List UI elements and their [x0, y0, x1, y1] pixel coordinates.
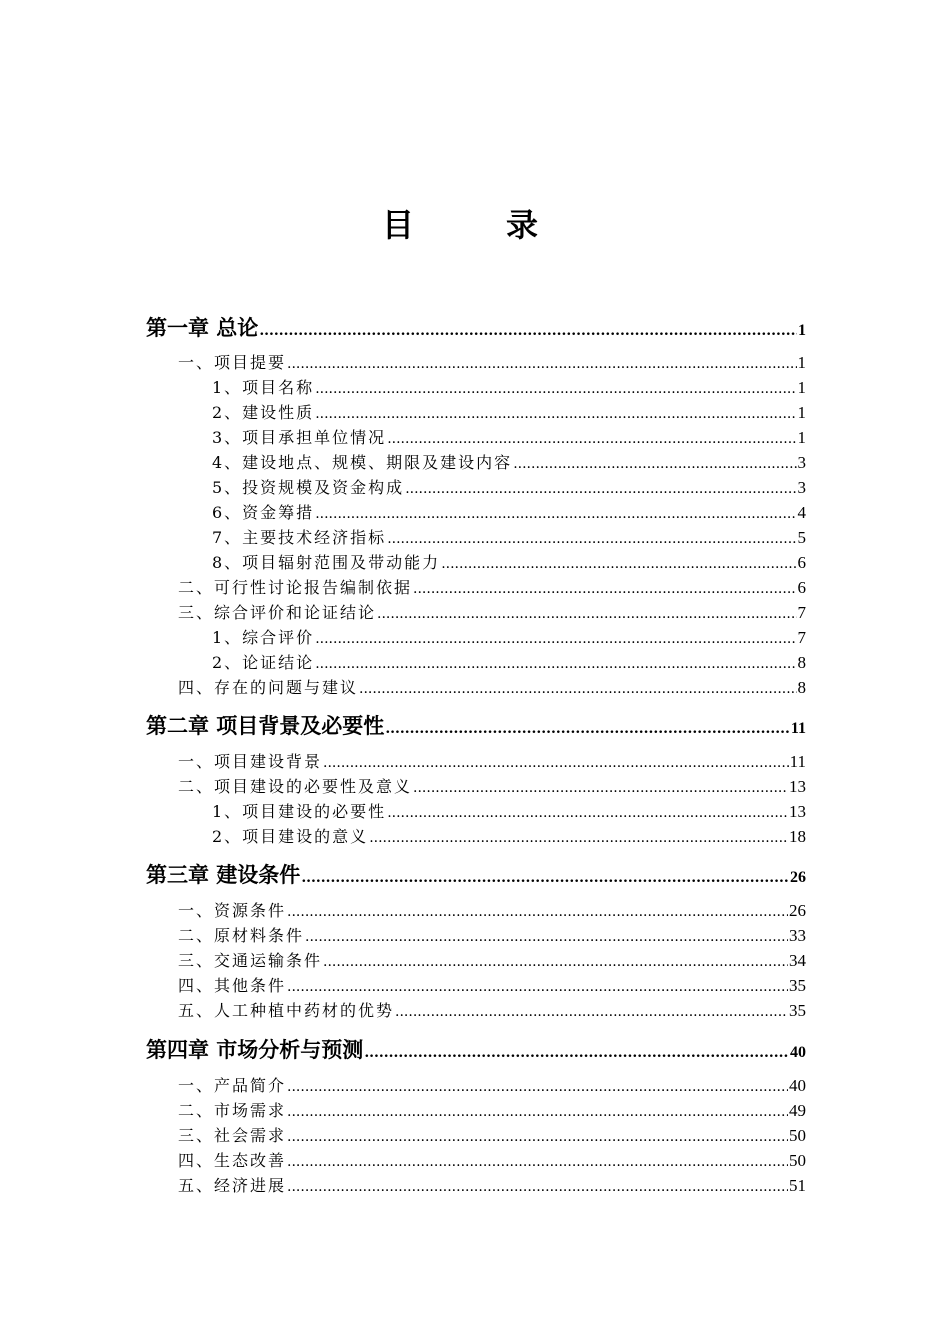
toc-section-entry[interactable] — [146, 923, 806, 946]
toc-entry-label: 二、原材料条件 — [178, 926, 305, 945]
toc-leader-dots — [315, 381, 796, 397]
toc-entry-label: 5、投资规模及资金构成 — [212, 478, 405, 497]
toc-section-entry[interactable] — [146, 749, 806, 772]
toc-leader-dots — [287, 1129, 788, 1145]
toc-leader-dots — [513, 456, 796, 472]
toc-leader-dots — [287, 356, 796, 372]
toc-entry-label: 二、可行性讨论报告编制依据 — [178, 578, 413, 597]
toc-entry-page-number: 3 — [797, 478, 806, 497]
toc-entry-page-number: 6 — [797, 578, 806, 597]
toc-entry-label: 1、综合评价 — [212, 628, 315, 647]
toc-chapter-entry[interactable] — [146, 1034, 806, 1064]
toc-leader-dots — [287, 1179, 788, 1195]
toc-entry-label: 一、资源条件 — [178, 901, 287, 920]
toc-entry-page-number: 1 — [797, 378, 806, 397]
toc-entry-label: 1、项目建设的必要性 — [212, 802, 387, 821]
toc-leader-dots — [364, 1045, 789, 1061]
toc-leader-dots — [287, 1079, 788, 1095]
toc-entry-page-number: 6 — [797, 553, 806, 572]
toc-entry-page-number: 8 — [797, 653, 806, 672]
toc-subsection-entry[interactable] — [146, 475, 806, 498]
toc-entry-label: 7、主要技术经济指标 — [212, 528, 387, 547]
toc-section-entry[interactable] — [146, 1073, 806, 1096]
toc-entry-label: 一、项目建设背景 — [178, 752, 323, 771]
toc-entry-label: 1、项目名称 — [212, 378, 315, 397]
toc-subsection-entry[interactable] — [146, 500, 806, 523]
toc-section-entry[interactable] — [146, 1123, 806, 1146]
toc-section-entry[interactable] — [146, 350, 806, 373]
toc-entry-label: 2、建设性质 — [212, 403, 315, 422]
toc-entry-label: 4、建设地点、规模、期限及建设内容 — [212, 453, 513, 472]
toc-leader-dots — [441, 556, 796, 572]
toc-section-entry[interactable] — [146, 973, 806, 996]
toc-leader-dots — [369, 830, 788, 846]
toc-entry-label: 一、产品简介 — [178, 1076, 287, 1095]
toc-entry-label: 8、项目辐射范围及带动能力 — [212, 553, 441, 572]
toc-entry-page-number: 3 — [797, 453, 806, 472]
toc-entry-label: 2、项目建设的意义 — [212, 827, 369, 846]
toc-entry-label: 第一章 总论 — [146, 315, 259, 340]
toc-entry-page-number: 51 — [789, 1176, 806, 1195]
toc-leader-dots — [395, 1004, 788, 1020]
toc-section-entry[interactable] — [146, 1148, 806, 1171]
toc-entry-page-number: 8 — [797, 678, 806, 697]
toc-entry-page-number: 33 — [789, 926, 806, 945]
toc-subsection-entry[interactable] — [146, 650, 806, 673]
toc-entry-page-number: 40 — [790, 1044, 806, 1061]
toc-subsection-entry[interactable] — [146, 375, 806, 398]
toc-leader-dots — [315, 656, 796, 672]
toc-entry-page-number: 26 — [789, 901, 806, 920]
toc-leader-dots — [287, 1104, 788, 1120]
page-title: 目 录 — [381, 206, 568, 244]
toc-leader-dots — [323, 755, 789, 771]
toc-entry-label: 四、其他条件 — [178, 976, 287, 995]
toc-subsection-entry[interactable] — [146, 799, 806, 822]
toc-leader-dots — [315, 406, 796, 422]
toc-section-entry[interactable] — [146, 600, 806, 623]
toc-leader-dots — [301, 870, 789, 886]
toc-leader-dots — [315, 506, 796, 522]
toc-entry-label: 三、交通运输条件 — [178, 951, 323, 970]
toc-leader-dots — [315, 631, 796, 647]
toc-leader-dots — [413, 780, 788, 796]
toc-leader-dots — [287, 1154, 788, 1170]
toc-leader-dots — [323, 954, 788, 970]
toc-subsection-entry[interactable] — [146, 550, 806, 573]
toc-entry-label: 6、资金筹措 — [212, 503, 315, 522]
toc-leader-dots — [287, 904, 788, 920]
toc-leader-dots — [305, 929, 788, 945]
toc-entry-page-number: 49 — [789, 1101, 806, 1120]
toc-entry-page-number: 13 — [789, 802, 806, 821]
toc-chapter-entry[interactable] — [146, 312, 806, 342]
toc-entry-label: 二、市场需求 — [178, 1101, 287, 1120]
toc-chapter-entry[interactable] — [146, 859, 806, 889]
toc-entry-label: 第三章 建设条件 — [146, 862, 301, 887]
toc-section-entry[interactable] — [146, 1173, 806, 1196]
toc-leader-dots — [413, 581, 796, 597]
toc-entry-label: 四、生态改善 — [178, 1151, 287, 1170]
toc-subsection-entry[interactable] — [146, 824, 806, 847]
toc-leader-dots — [405, 481, 796, 497]
toc-entry-page-number: 50 — [789, 1151, 806, 1170]
toc-entry-label: 第二章 项目背景及必要性 — [146, 713, 385, 738]
toc-leader-dots — [287, 979, 788, 995]
toc-entry-label: 3、项目承担单位情况 — [212, 428, 387, 447]
toc-entry-label: 2、论证结论 — [212, 653, 315, 672]
toc-entry-label: 二、项目建设的必要性及意义 — [178, 777, 413, 796]
toc-entry-page-number: 35 — [789, 976, 806, 995]
toc-entry-page-number: 11 — [789, 752, 806, 771]
toc-entry-page-number: 5 — [797, 528, 806, 547]
toc-entry-label: 第四章 市场分析与预测 — [146, 1037, 364, 1062]
toc-leader-dots — [385, 721, 790, 737]
toc-section-entry[interactable] — [146, 948, 806, 971]
toc-leader-dots — [359, 681, 796, 697]
toc-entry-page-number: 18 — [789, 827, 806, 846]
toc-subsection-entry[interactable] — [146, 625, 806, 648]
toc-subsection-entry[interactable] — [146, 425, 806, 448]
toc-entry-page-number: 26 — [790, 869, 806, 886]
toc-section-entry[interactable] — [146, 774, 806, 797]
toc-entry-label: 四、存在的问题与建议 — [178, 678, 359, 697]
toc-entry-label: 五、经济进展 — [178, 1176, 287, 1195]
toc-leader-dots — [387, 805, 788, 821]
toc-leader-dots — [387, 531, 796, 547]
toc-leader-dots — [259, 323, 797, 339]
toc-entry-page-number: 1 — [797, 428, 806, 447]
toc-entry-page-number: 7 — [797, 628, 806, 647]
toc-entry-page-number: 34 — [789, 951, 806, 970]
toc-entry-label: 三、社会需求 — [178, 1126, 287, 1145]
toc-entry-page-number: 11 — [790, 720, 806, 737]
toc-entry-page-number: 1 — [797, 403, 806, 422]
toc-entry-label: 五、人工种植中药材的优势 — [178, 1001, 395, 1020]
toc-chapter-entry[interactable] — [146, 710, 806, 740]
toc-entry-label: 三、综合评价和论证结论 — [178, 603, 377, 622]
toc-entry-page-number: 40 — [789, 1076, 806, 1095]
toc-entry-page-number: 1 — [798, 322, 806, 339]
toc-entry-label: 一、项目提要 — [178, 353, 287, 372]
toc-section-entry[interactable] — [146, 998, 806, 1021]
toc-section-entry[interactable] — [146, 575, 806, 598]
toc-section-entry[interactable] — [146, 1098, 806, 1121]
toc-subsection-entry[interactable] — [146, 400, 806, 423]
toc-entry-page-number: 35 — [789, 1001, 806, 1020]
toc-section-entry[interactable] — [146, 675, 806, 698]
toc-section-entry[interactable] — [146, 898, 806, 921]
toc-subsection-entry[interactable] — [146, 525, 806, 548]
toc-entry-page-number: 7 — [797, 603, 806, 622]
toc-entry-page-number: 13 — [789, 777, 806, 796]
toc-subsection-entry[interactable] — [146, 450, 806, 473]
toc-entry-page-number: 50 — [789, 1126, 806, 1145]
toc-entry-page-number: 4 — [797, 503, 806, 522]
toc-entry-page-number: 1 — [797, 353, 806, 372]
toc-leader-dots — [377, 606, 796, 622]
toc-leader-dots — [387, 431, 796, 447]
